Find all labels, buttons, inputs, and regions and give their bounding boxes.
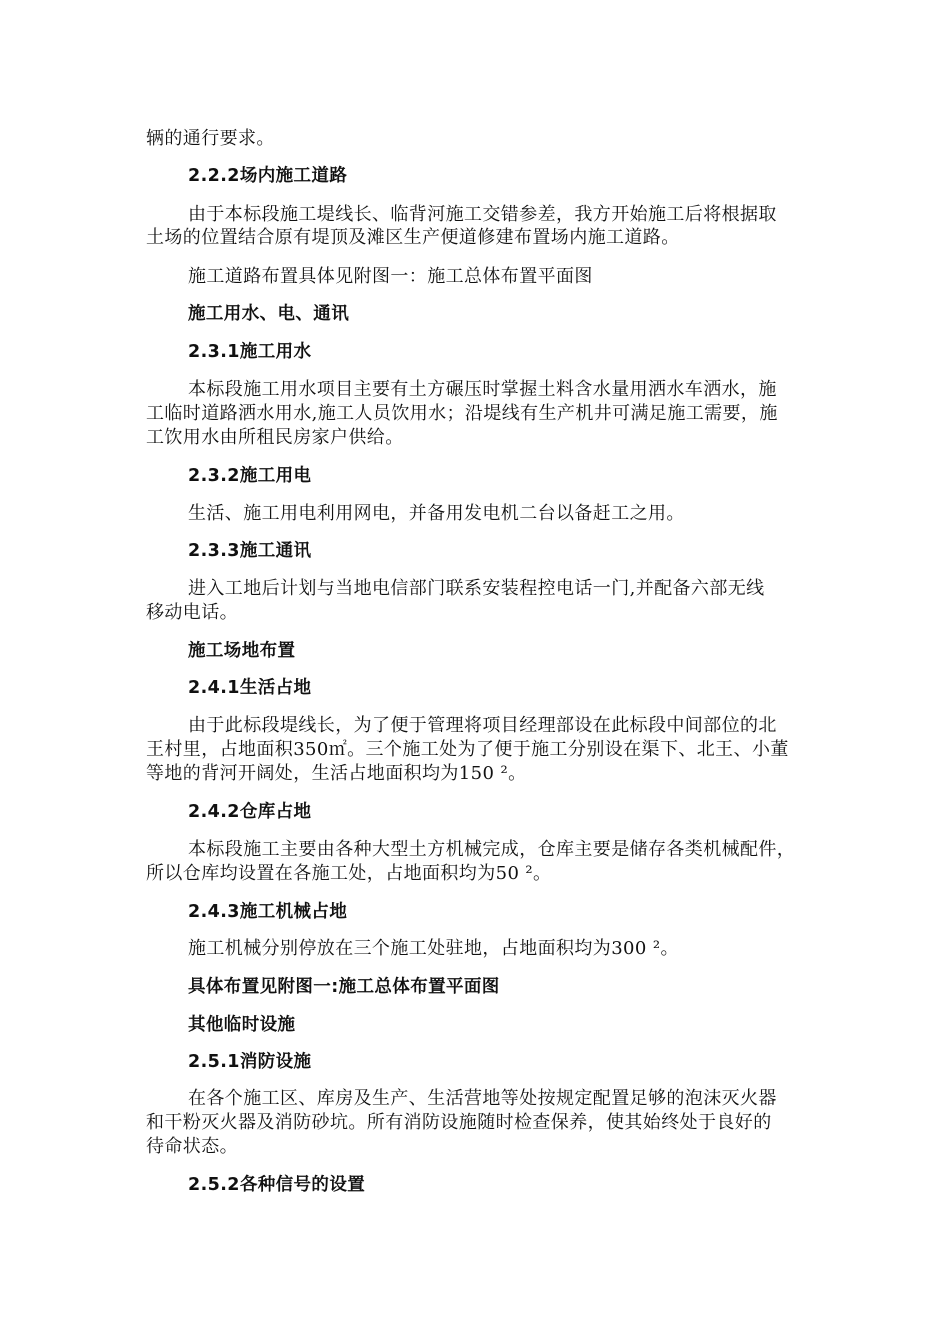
paragraph-line: 土场的位置结合原有堤顶及滩区生产便道修建布置场内施工道路。 xyxy=(146,227,680,248)
section-heading: 施工用水、电、通讯 xyxy=(188,304,350,324)
paragraph-line: 移动电话。 xyxy=(146,602,238,623)
section-heading: 2.3.2施工用电 xyxy=(188,466,312,486)
section-heading: 2.4.1生活占地 xyxy=(188,678,312,698)
paragraph-line: 由于此标段堤线长，为了便于管理将项目经理部设在此标段中间部位的北 xyxy=(188,715,777,736)
paragraph-line: 所以仓库均设置在各施工处，占地面积均为50 ²。 xyxy=(146,863,552,884)
paragraph-line: 生活、施工用电利用网电，并备用发电机二台以备赶工之用。 xyxy=(188,503,685,524)
section-heading: 施工场地布置 xyxy=(188,641,296,661)
paragraph-line: 施工道路布置具体见附图一：施工总体布置平面图 xyxy=(188,266,593,287)
section-heading: 2.5.2各种信号的设置 xyxy=(188,1175,366,1195)
paragraph-line: 和干粉灭火器及消防砂坑。所有消防设施随时检查保养，使其始终处于良好的 xyxy=(146,1112,772,1133)
paragraph-line: 进入工地后计划与当地电信部门联系安装程控电话一门,并配备六部无线 xyxy=(188,578,765,599)
section-heading: 2.4.3施工机械占地 xyxy=(188,902,348,922)
paragraph-line: 工饮用水由所租民房家户供给。 xyxy=(146,427,404,448)
paragraph-line: 等地的背河开阔处，生活占地面积均为150 ²。 xyxy=(146,763,527,784)
paragraph-line: 由于本标段施工堤线长、临背河施工交错参差，我方开始施工后将根据取 xyxy=(188,204,777,225)
paragraph-line: 王村里，占地面积350㎡。三个施工处为了便于施工分别设在渠下、北王、小董 xyxy=(146,739,789,760)
section-heading: 2.4.2仓库占地 xyxy=(188,802,312,822)
paragraph-line: 待命状态。 xyxy=(146,1136,238,1157)
section-heading: 2.5.1消防设施 xyxy=(188,1052,312,1072)
section-heading: 2.3.1施工用水 xyxy=(188,342,312,362)
paragraph-line: 工临时道路洒水用水,施工人员饮用水；沿堤线有生产机井可满足施工需要，施 xyxy=(146,403,778,424)
section-heading: 2.2.2场内施工道路 xyxy=(188,166,348,186)
paragraph-line: 施工机械分别停放在三个施工处驻地，占地面积均为300 ²。 xyxy=(188,938,679,959)
paragraph-line: 在各个施工区、库房及生产、生活营地等处按规定配置足够的泡沫灭火器 xyxy=(188,1088,777,1109)
paragraph-line: 辆的通行要求。 xyxy=(146,128,275,149)
section-heading: 其他临时设施 xyxy=(188,1015,296,1035)
paragraph-line: 本标段施工用水项目主要有土方碾压时掌握土料含水量用洒水车洒水，施 xyxy=(188,379,777,400)
paragraph-line: 本标段施工主要由各种大型土方机械完成，仓库主要是储存各类机械配件， xyxy=(188,839,796,860)
section-heading: 具体布置见附图一:施工总体布置平面图 xyxy=(188,977,500,997)
section-heading: 2.3.3施工通讯 xyxy=(188,541,312,561)
